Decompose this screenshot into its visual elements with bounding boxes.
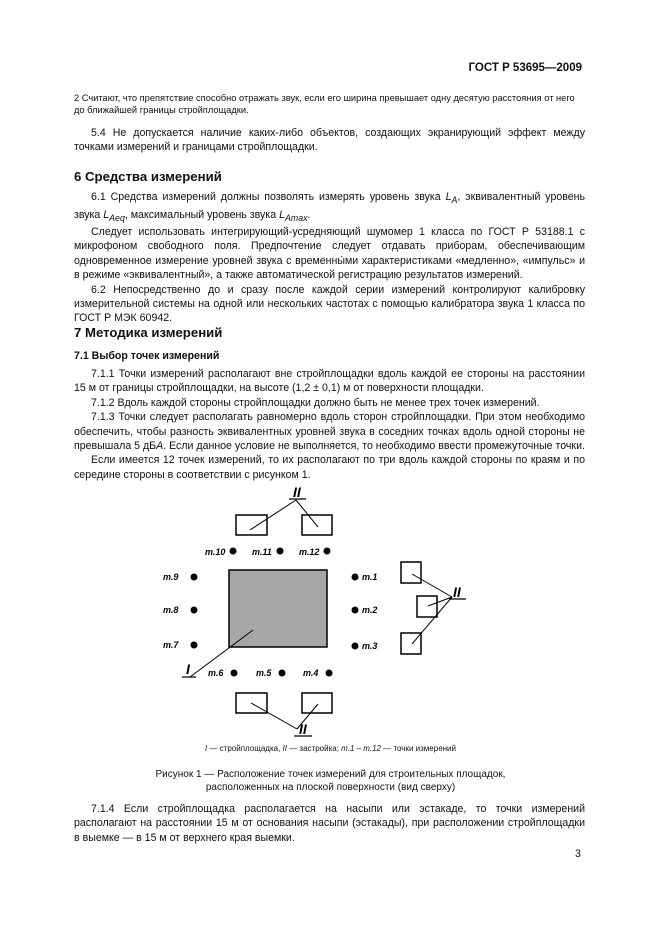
footnote-2: 2 Считают, что препятствие способно отражать звук, если его ширина превышает одну десятую расстояния от него до ближайшей границы стройплощадки. (74, 93, 575, 115)
point-t11 (277, 548, 284, 555)
point-label-t2: т.2 (362, 605, 378, 615)
point-label-t9: т.9 (163, 572, 179, 582)
building-right-bottom (401, 633, 421, 654)
p61-part-a: 6.1 Средства измерений должны позволять измерять уровень звука (91, 191, 446, 203)
point-t2 (352, 607, 359, 614)
building-top-left (236, 515, 267, 535)
point-label-t7: т.7 (163, 640, 179, 650)
point-label-t8: т.8 (163, 605, 179, 615)
sub-A: A (451, 195, 458, 206)
paragraph-7-1-3 (74, 410, 585, 453)
building-bottom-right (302, 693, 332, 713)
point-t4 (326, 670, 333, 677)
figure-1-diagram (150, 478, 480, 738)
legend-points-range: т.1 – т.12 (341, 744, 381, 753)
paragraph-5-4-text: 5.4 Не допускается наличие каких-либо объектов, создающих экранирующий эффект между точками измерений и границами стройплощадки. (74, 127, 585, 154)
p713-part-c: . Если данное условие не выполняется, то необходимо ввести промежуточные точки. (163, 440, 585, 453)
paragraph-7-1-4 (74, 802, 585, 845)
figure-1-legend (0, 744, 661, 753)
paragraph-6-1 (74, 190, 585, 225)
section-6-title: 6 Средства измерений (74, 169, 222, 184)
sub-Amax: Amax (284, 212, 308, 223)
symbol-L: L (279, 208, 285, 221)
legend-II-text: — застройка; (286, 744, 342, 753)
symbol-L: L (103, 208, 110, 221)
paragraph-7-1-4-text: 7.1.4 Если стройплощадка располагается на насыпи или эстакаде, то точки измерений располагают на расстоянии 15 м от основания насыпи (эстакады), при расположении стройплощадки в выемке — в 15 м от верхнего края выемки. (74, 803, 585, 844)
p61-part-d: . (307, 208, 311, 221)
leader-II-bottom-left (251, 703, 297, 729)
symbol-L: L (445, 191, 452, 203)
paragraph-7-1-3-twelve-points: Если имеется 12 точек измерений, то их располагают по три вдоль каждой стороны по краям и по середине стороны в соответствии с рисунком 1. (74, 454, 585, 481)
point-label-t11: т.11 (252, 547, 272, 557)
point-t8 (191, 607, 198, 614)
point-t3 (352, 643, 359, 650)
label-II-bottom: II (299, 721, 307, 737)
point-label-t10: т.10 (205, 547, 226, 557)
label-II-right: II (453, 584, 461, 600)
sub-Aeq: Aeq (109, 212, 125, 223)
point-label-t3: т.3 (362, 641, 378, 651)
point-label-t6: т.6 (208, 668, 224, 678)
building-right-middle (417, 596, 437, 617)
construction-site (229, 570, 327, 647)
point-label-t12: т.12 (299, 547, 320, 557)
legend-points-text: — точки измерений (381, 744, 456, 753)
label-II-top: II (293, 484, 301, 500)
p713-part-a: 7.1.3 Точки следует располагать равномерно вдоль сторон стройплощадки. При этом необходимо обеспечить, чтобы разность эквивалентных уровней звука в соседних точках вдоль одной стороны не превышала 5 дБ (74, 411, 585, 453)
paragraph-7-1-2: 7.1.2 Вдоль каждой стороны стройплощадки должно быть не менее трех точек измерений. (91, 396, 540, 409)
point-t5 (279, 670, 286, 677)
document-header: ГОСТ Р 53695—2009 (468, 62, 582, 74)
paragraph-6-2: 6.2 Непосредственно до и сразу после каждой серии измерений контролируют калибровку измерительной системы на одной или нескольких частотах с помощью калибратора звука 1 класса по ГОСТ Р МЭК 60942. (74, 283, 585, 325)
legend-I-text: — стройплощадка, (207, 744, 283, 753)
paragraph-5-4 (74, 126, 585, 155)
point-label-t5: т.5 (256, 668, 272, 678)
point-t12 (324, 548, 331, 555)
page-number: 3 (575, 848, 581, 860)
legend-I: I (205, 744, 208, 753)
p61-part-b: , эквивалентный уровень звука (74, 191, 585, 221)
section-6-body (74, 190, 585, 326)
point-t7 (191, 642, 198, 649)
label-I: I (186, 661, 190, 677)
leader-II-right-top (412, 574, 452, 597)
subsection-7-1-title: 7.1 Выбор точек измерений (74, 350, 220, 362)
point-t10 (230, 548, 237, 555)
paragraph-7-1-1: 7.1.1 Точки измерений располагают вне стройплощадки вдоль каждой ее стороны на расстоянии 15 м от границы стройплощадки, на высоте (1,2 ± 0,1) м от поверхности площадки. (74, 368, 585, 395)
point-label-t4: т.4 (303, 668, 319, 678)
legend-II: II (282, 744, 287, 753)
p61-part-c: , максимальный уровень звука (124, 208, 280, 221)
figure-1-caption (0, 768, 661, 794)
section-7-1-body (74, 367, 585, 482)
point-t9 (191, 574, 198, 581)
point-t6 (231, 670, 238, 677)
point-t1 (352, 574, 359, 581)
section-7-title: 7 Методика измерений (74, 325, 223, 340)
point-label-t1: т.1 (362, 572, 378, 582)
figure-caption-line-1: Рисунок 1 — Расположение точек измерений для строительных площадок, (155, 769, 506, 780)
paragraph-6-1-instrument: Следует использовать интегрирующий-усредняющий шумомер 1 класса по ГОСТ Р 53188.1 с микрофоном свободного поля. Предпочтение следует отдавать приборам, обеспечивающим одновременное измерение уровней звука с временны́ми характеристиками «медленно», «импульс» и в режиме «эквивалентный», а также автоматической регистрацию результатов измерений. (74, 226, 585, 282)
figure-caption-line-2: расположенных на плоской поверхности (вид сверху) (205, 782, 456, 793)
building-right-top (401, 562, 421, 583)
p713-unit-A: A (156, 440, 164, 453)
